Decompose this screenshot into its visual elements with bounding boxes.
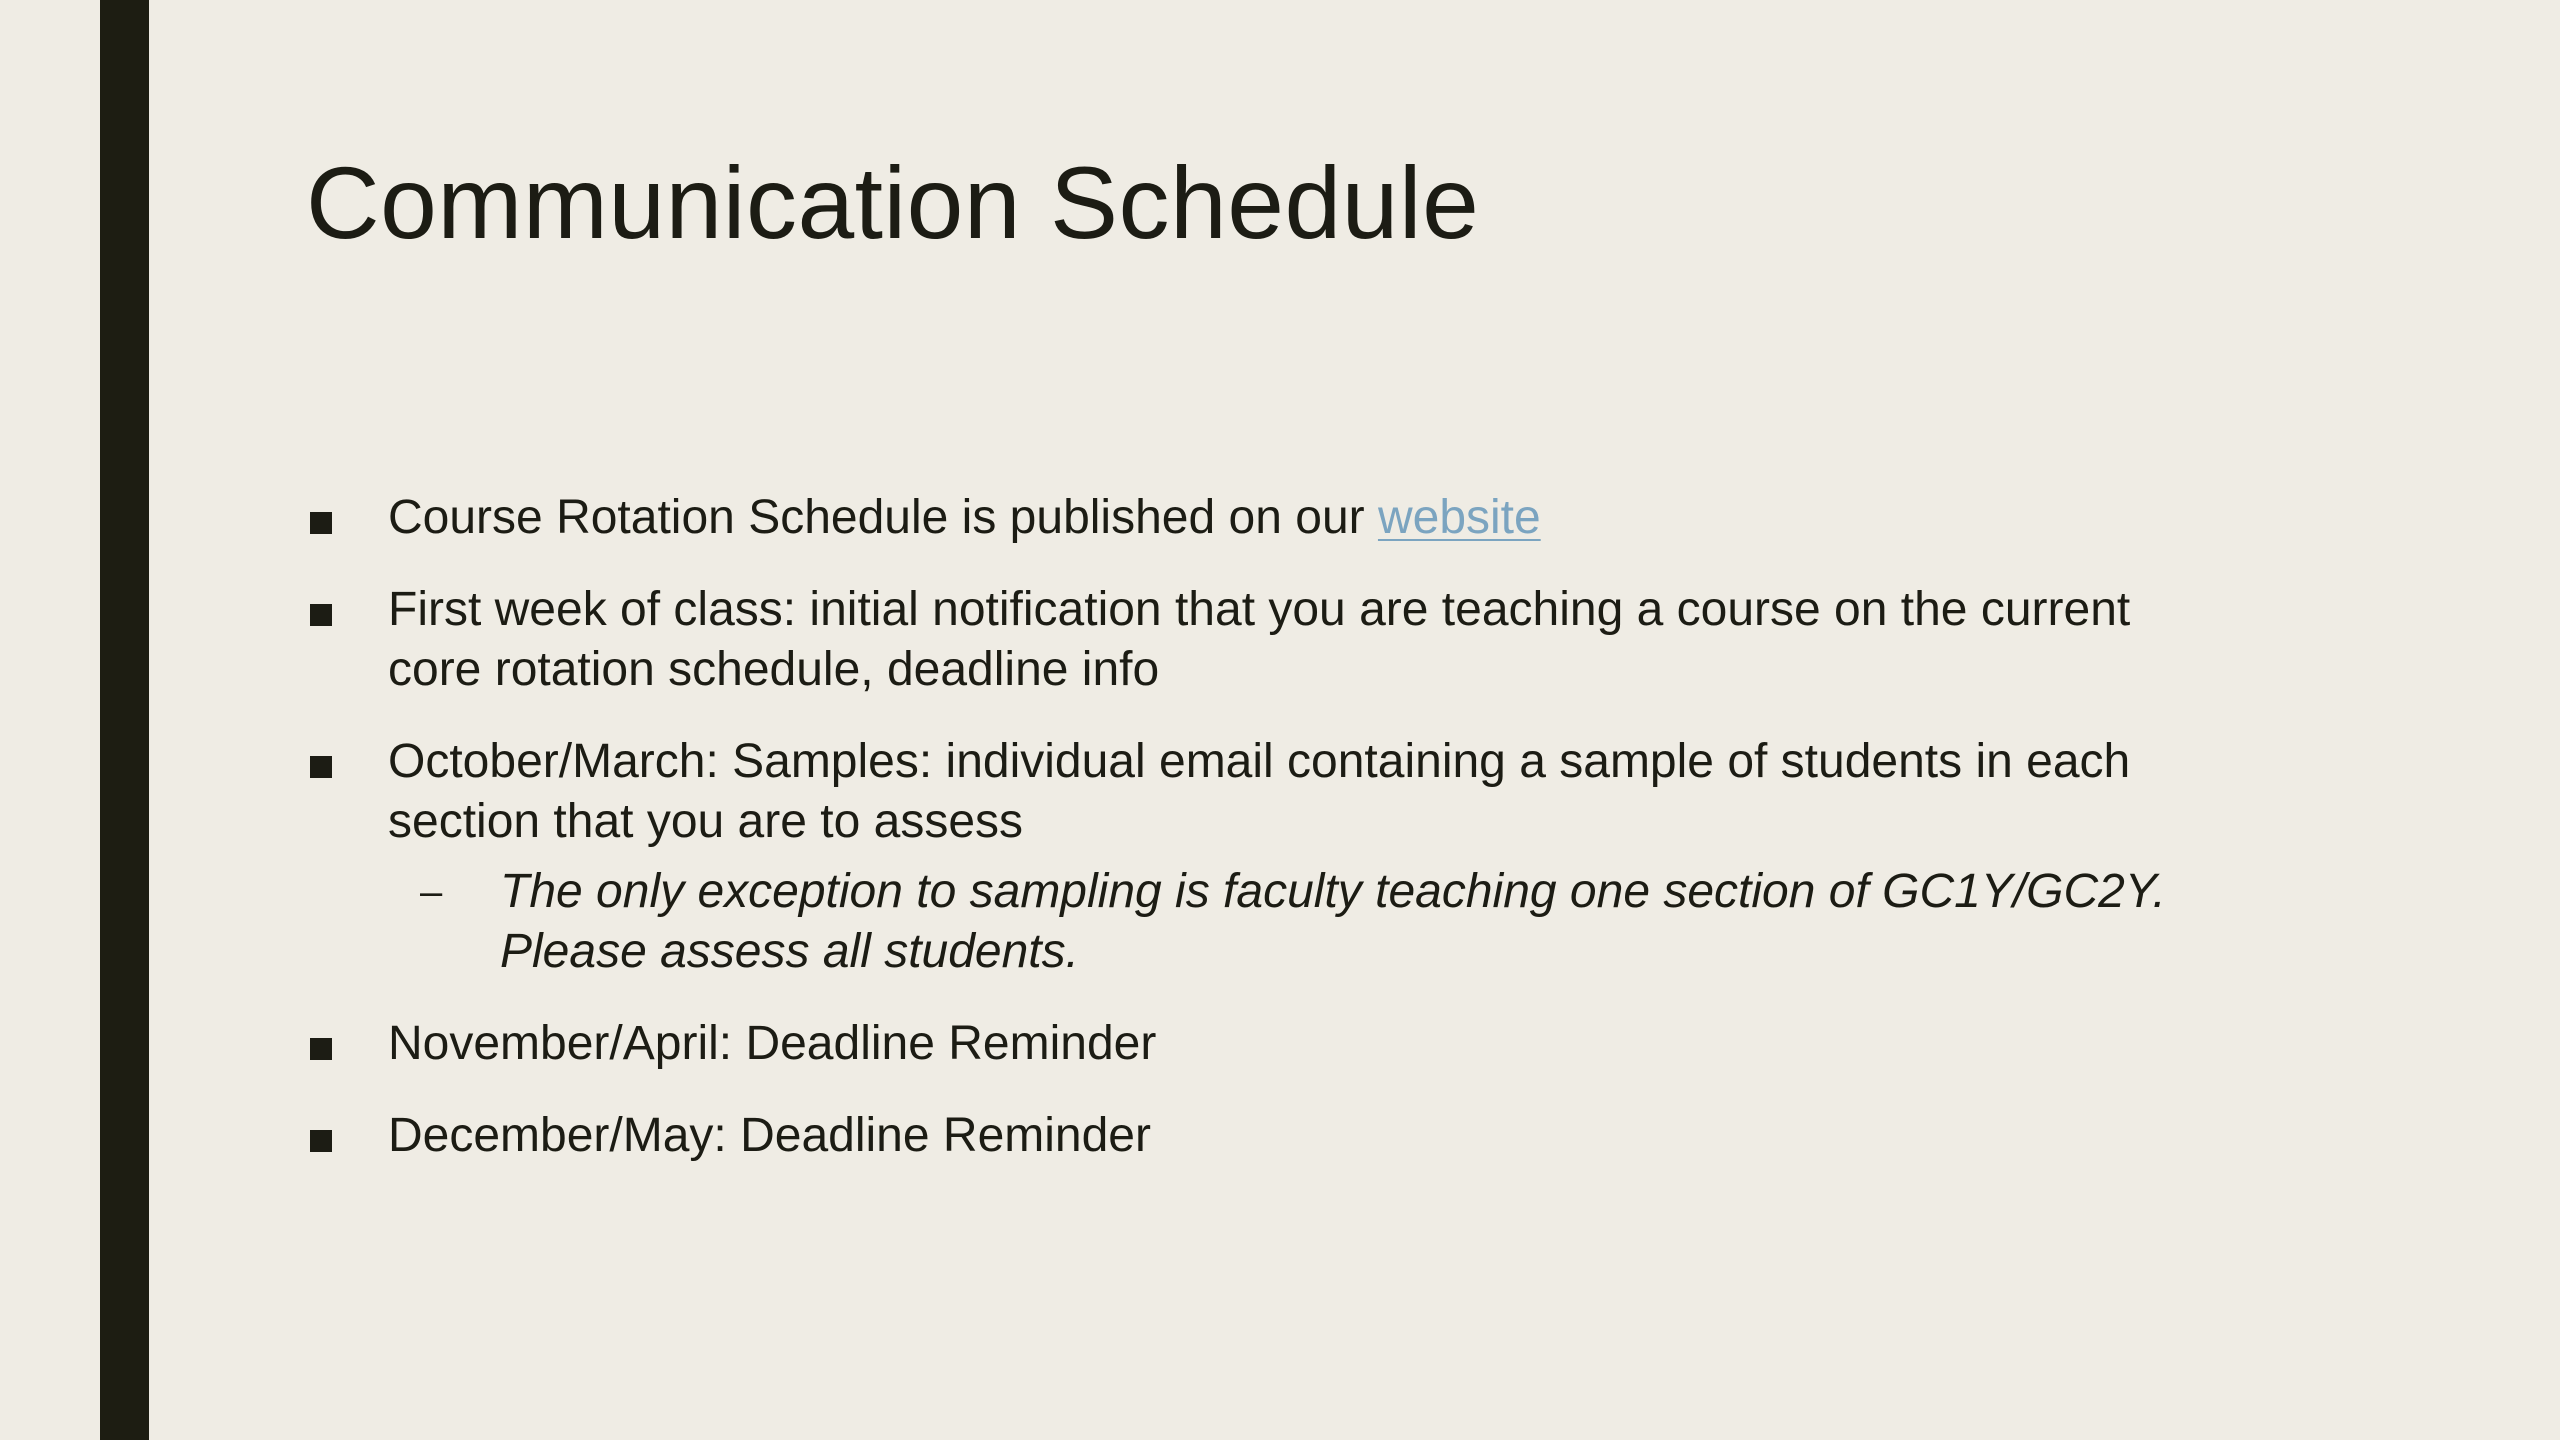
square-bullet-icon <box>310 512 332 534</box>
list-item-line: core rotation schedule, deadline info <box>388 643 1160 696</box>
side-accent-bar <box>100 0 149 1440</box>
list-item-first-week <box>306 580 2306 700</box>
website-link[interactable]: website <box>1377 491 1541 544</box>
list-item-samples <box>306 732 2306 852</box>
square-bullet-icon <box>310 1038 332 1060</box>
list-item-line: October/March: Samples: individual email containing a sample of students in each <box>388 735 2131 788</box>
sub-item-line: Please assess all students. <box>500 925 1079 978</box>
square-bullet-icon <box>310 1130 332 1152</box>
list-item-text: November/April: Deadline Reminder <box>388 1017 1157 1070</box>
dash-bullet-icon: – <box>420 870 443 914</box>
sub-list-item-exception <box>420 862 2306 982</box>
sub-item-line: The only exception to sampling is faculty teaching one section of GC1Y/GC2Y. <box>500 865 2166 918</box>
list-item-text: December/May: Deadline Reminder <box>388 1109 1151 1162</box>
list-item-website <box>306 488 2306 548</box>
list-item-line: First week of class: initial notification that you are teaching a course on the current <box>388 583 2131 636</box>
list-item-december <box>306 1106 2306 1166</box>
list-item-text: Course Rotation Schedule is published on our <box>388 491 1378 544</box>
bullet-list <box>306 488 2306 1198</box>
list-item-november <box>306 1014 2306 1074</box>
square-bullet-icon <box>310 604 332 626</box>
list-item-line: section that you are to assess <box>388 795 1024 848</box>
slide-title: Communication Schedule <box>306 146 1480 260</box>
square-bullet-icon <box>310 756 332 778</box>
